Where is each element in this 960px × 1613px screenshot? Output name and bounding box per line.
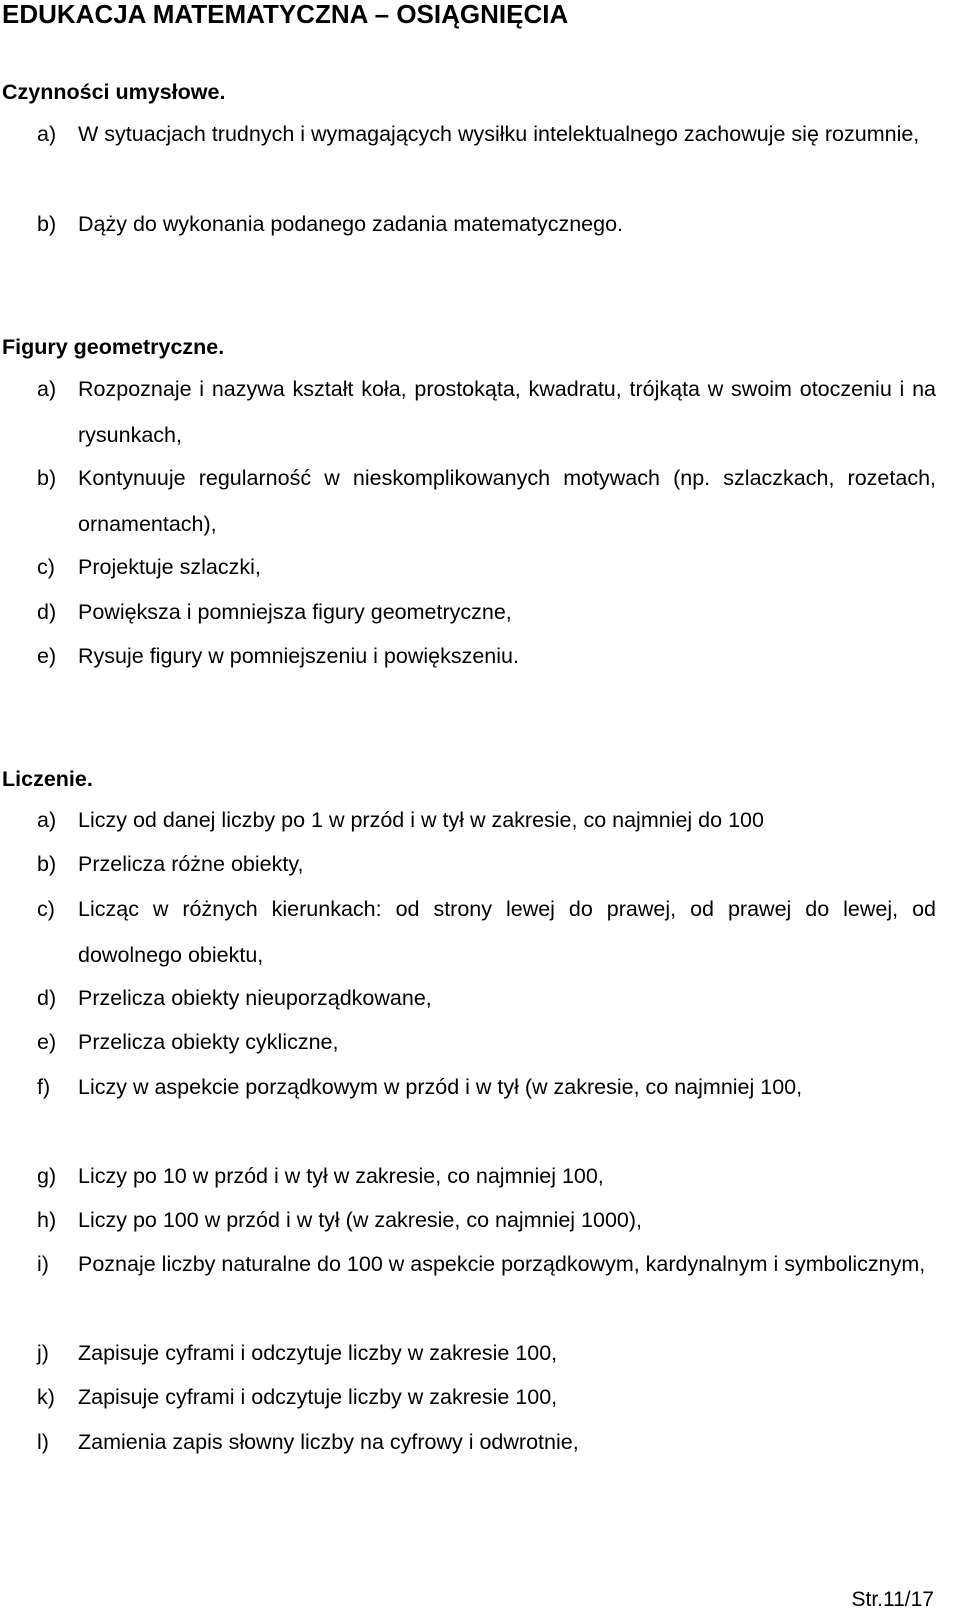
list-item-text: Przelicza różne obiekty,	[78, 852, 304, 876]
list-item-letter: c)	[37, 555, 55, 579]
list-item-text: Rozpoznaje i nazywa kształt koła, prostokąta, kwadratu, trójkąta w swoim otoczeniu i na rysunkach,	[78, 377, 936, 447]
list-item-text: Zamienia zapis słowny liczby na cyfrowy i odwrotnie,	[78, 1430, 579, 1454]
section-heading-figury-geometryczne: Figury geometryczne.	[2, 335, 225, 359]
list-item-text: Powiększa i pomniejsza figury geometryczne,	[78, 600, 512, 624]
list-item-text: Liczy po 10 w przód i w tył w zakresie, co najmniej 100,	[78, 1164, 604, 1188]
list-item-text: Poznaje liczby naturalne do 100 w aspekcie porządkowym, kardynalnym i symbolicznym,	[78, 1252, 926, 1276]
list-item-letter: c)	[37, 897, 55, 921]
list-item-text: Licząc w różnych kierunkach: od strony lewej do prawej, od prawej do lewej, od dowolnego obiektu,	[78, 897, 936, 967]
list-item-letter: e)	[37, 1030, 57, 1054]
list-item-text: Rysuje figury w pomniejszeniu i powiększeniu.	[78, 644, 519, 668]
list-item-letter: d)	[37, 986, 57, 1010]
list-item-letter: f)	[37, 1075, 51, 1099]
list-item-letter: d)	[37, 600, 57, 624]
document-title: EDUKACJA MATEMATYCZNA – OSIĄGNIĘCIA	[2, 0, 569, 29]
list-item-letter: b)	[37, 212, 57, 236]
section-heading-liczenie: Liczenie.	[2, 767, 93, 791]
list-item-letter: a)	[37, 808, 57, 832]
list-item-text: Kontynuuje regularność w nieskomplikowanych motywach (np. szlaczkach, rozetach, ornamentach),	[78, 466, 936, 536]
list-item-letter: b)	[37, 466, 57, 490]
page-number: Str.11/17	[851, 1588, 934, 1611]
list-item-letter: l)	[37, 1430, 49, 1454]
list-item-text: Projektuje szlaczki,	[78, 555, 261, 579]
list-item-letter: a)	[37, 377, 57, 401]
list-item-letter: g)	[37, 1164, 57, 1188]
list-item-letter: i)	[37, 1252, 49, 1276]
list-item-letter: k)	[37, 1385, 55, 1409]
list-item-letter: a)	[37, 122, 57, 146]
list-item-text: Zapisuje cyframi i odczytuje liczby w zakresie 100,	[78, 1341, 558, 1365]
list-item-text: Dąży do wykonania podanego zadania matematycznego.	[78, 212, 624, 236]
list-item-text: W sytuacjach trudnych i wymagających wysiłku intelektualnego zachowuje się rozumnie,	[78, 122, 920, 146]
list-item-letter: j)	[37, 1341, 49, 1365]
list-item-letter: b)	[37, 852, 57, 876]
list-item-letter: h)	[37, 1208, 57, 1232]
list-item-text: Przelicza obiekty nieuporządkowane,	[78, 986, 432, 1010]
section-heading-czynnosci-umyslowe: Czynności umysłowe.	[2, 80, 226, 104]
list-item-letter: e)	[37, 644, 57, 668]
list-item-text: Liczy w aspekcie porządkowym w przód i w tył (w zakresie, co najmniej 100,	[78, 1075, 803, 1099]
list-item-text: Przelicza obiekty cykliczne,	[78, 1030, 339, 1054]
list-item-text: Zapisuje cyframi i odczytuje liczby w zakresie 100,	[78, 1385, 558, 1409]
list-item-text: Liczy od danej liczby po 1 w przód i w tył w zakresie, co najmniej do 100	[78, 808, 764, 832]
list-item-text: Liczy po 100 w przód i w tył (w zakresie, co najmniej 1000),	[78, 1208, 643, 1232]
